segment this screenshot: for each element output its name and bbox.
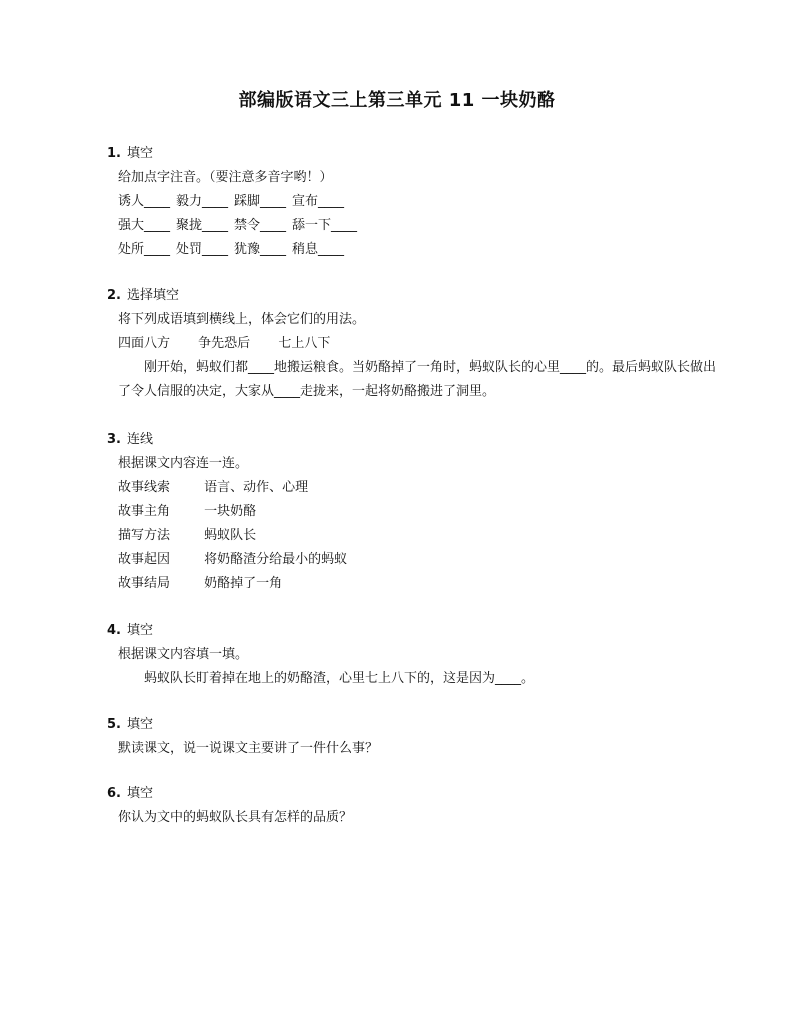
question-instruction: 根据课文内容填一填。 [118, 647, 249, 662]
match-left: 描写方法 [118, 528, 171, 543]
question-1 [107, 142, 727, 262]
match-right: 奶酪掉了一角 [204, 576, 283, 591]
fill-passage: 蚂蚁队长盯着掉在地上的奶酪渣，心里七上八下的，这是因为____。 [144, 671, 535, 686]
question-header [107, 284, 727, 308]
question-type: 填空 [126, 623, 153, 638]
question-instruction: 根据课文内容连一连。 [118, 456, 249, 471]
word-row-1 [118, 190, 727, 214]
question-number: 1. [107, 146, 121, 161]
question-5 [107, 713, 727, 761]
word-item: 聚拢____ [176, 218, 229, 233]
question-type: 填空 [126, 717, 153, 732]
question-instruction: 将下列成语填到横线上，体会它们的用法。 [118, 312, 366, 327]
question-number: 2. [107, 288, 121, 303]
question-type: 填空 [126, 786, 153, 801]
question-number: 3. [107, 432, 121, 447]
word-item: 踩脚____ [234, 194, 287, 209]
question-header [107, 619, 727, 643]
word-item: 毅力____ [176, 194, 229, 209]
question-type: 选择填空 [126, 288, 179, 303]
idiom-option: 争先恐后 [198, 336, 251, 351]
word-item: 处罚____ [176, 242, 229, 257]
document-title: 部编版语文三上第三单元 11 一块奶酪 [238, 90, 556, 111]
question-number: 6. [107, 786, 121, 801]
question-number: 5. [107, 717, 121, 732]
question-instruction: 默读课文，说一说课文主要讲了一件什么事？ [118, 741, 379, 756]
match-left: 故事线索 [118, 480, 171, 495]
question-4 [107, 619, 727, 691]
word-item: 舔一下____ [292, 218, 358, 233]
idiom-options [118, 332, 727, 356]
match-right: 蚂蚁队长 [204, 528, 257, 543]
word-item: 犹豫____ [234, 242, 287, 257]
question-2 [107, 284, 727, 404]
match-row [118, 476, 727, 500]
question-instruction: 给加点字注音。（要注意多音字哟！） [118, 170, 333, 185]
match-left: 故事起因 [118, 552, 171, 567]
question-number: 4. [107, 623, 121, 638]
idiom-option: 四面八方 [118, 336, 171, 351]
match-right: 将奶酪渣分给最小的蚂蚁 [204, 552, 348, 567]
match-row [118, 500, 727, 524]
word-item: 强大____ [118, 218, 171, 233]
question-3 [107, 428, 727, 596]
question-header [107, 713, 727, 737]
match-right: 一块奶酪 [204, 504, 257, 519]
fill-passage: 刚开始，蚂蚁们都____地搬运粮食。当奶酪掉了一角时，蚂蚁队长的心里____的。最后蚂蚁队长做出了令人信服的决定，大家从____走拢来，一起将奶酪搬进了洞里。 [118, 360, 717, 399]
match-left: 故事结局 [118, 576, 171, 591]
question-6 [107, 782, 727, 830]
match-left: 故事主角 [118, 504, 171, 519]
question-header [107, 782, 727, 806]
word-item: 禁令____ [234, 218, 287, 233]
word-row-2 [118, 214, 727, 238]
question-header [107, 428, 727, 452]
question-type: 连线 [126, 432, 153, 447]
match-right: 语言、动作、心理 [204, 480, 309, 495]
word-item: 稍息____ [292, 242, 345, 257]
idiom-option: 七上八下 [278, 336, 331, 351]
word-item: 宣布____ [292, 194, 345, 209]
question-type: 填空 [126, 146, 153, 161]
question-header [107, 142, 727, 166]
question-instruction: 你认为文中的蚂蚁队长具有怎样的品质？ [118, 810, 353, 825]
match-row [118, 524, 727, 548]
match-row [118, 548, 727, 572]
match-row [118, 572, 727, 596]
word-row-3 [118, 238, 727, 262]
word-item: 诱人____ [118, 194, 171, 209]
word-item: 处所____ [118, 242, 171, 257]
